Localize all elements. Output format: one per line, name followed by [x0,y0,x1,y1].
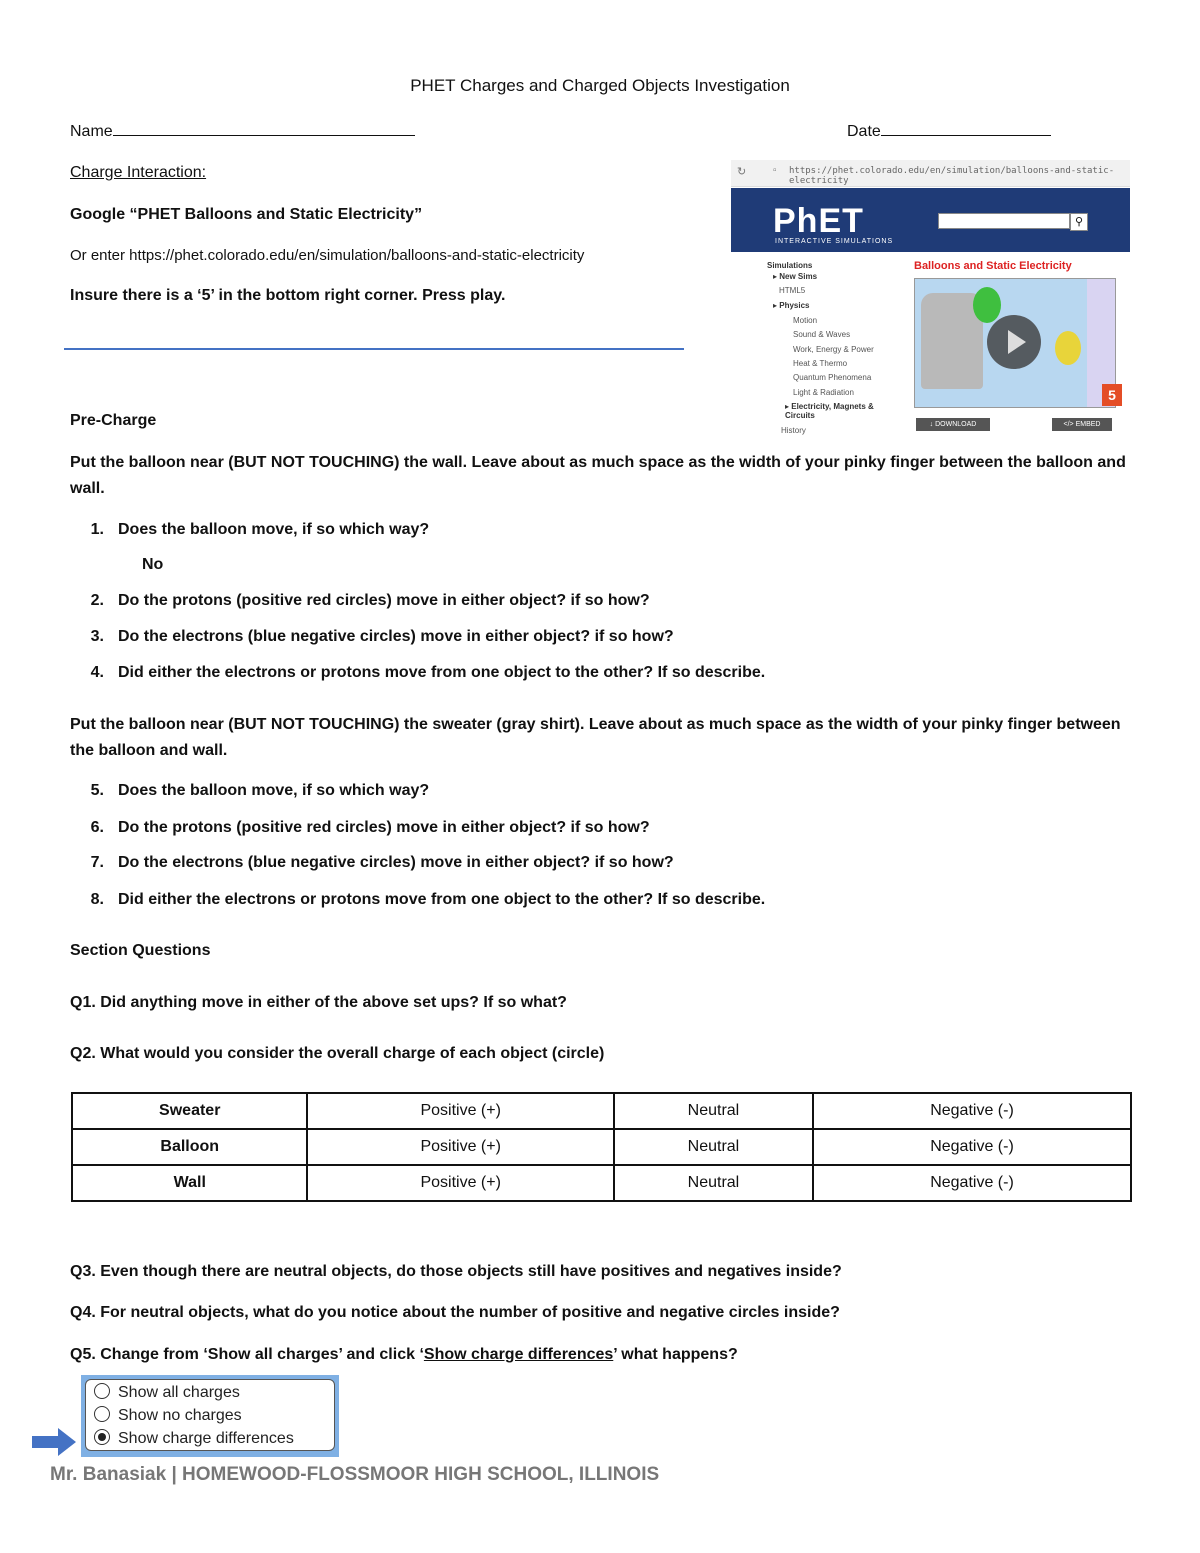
nav-item: Quantum Phenomena [793,373,872,382]
phet-banner [731,188,1130,252]
q5-underlined-option: Show charge differences [423,1346,614,1363]
sim-title: Balloons and Static Electricity [914,260,1072,272]
browser-url-bar [731,160,1130,187]
nav-item: History [781,426,806,435]
section-question-q4: Q4. For neutral objects, what do you notice about the number of positive and negative circles inside? [70,1304,840,1321]
yellow-balloon-graphic [1055,331,1081,365]
charge-interaction-heading: Charge Interaction: [70,164,207,181]
green-balloon-graphic [973,287,1001,323]
magnifier-icon: ⚲ [1070,213,1088,231]
arrow-right-icon [32,1428,76,1456]
section-question-q3: Q3. Even though there are neutral objects, do those objects still have positives and negatives inside? [70,1263,842,1280]
table-cell[interactable]: Positive (+) [307,1129,613,1165]
download-button: ↓ DOWNLOAD [916,418,990,431]
google-instruction: Google “PHET Balloons and Static Electricity” [70,206,423,223]
question-item: 1. Does the balloon move, if so which way? [90,521,430,538]
insure-instruction: Insure there is a ‘5’ in the bottom right corner. Press play. [70,287,506,304]
name-field [70,119,415,142]
section-question-q5 [70,1345,738,1365]
nav-item: ▸ Electricity, Magnets & Circuits [785,402,874,420]
table-cell: Balloon [72,1129,307,1165]
table-cell[interactable]: Neutral [614,1093,813,1129]
table-cell: Sweater [72,1093,307,1129]
sim-preview [914,278,1116,408]
radio-show-all-charges[interactable]: Show all charges [94,1383,240,1402]
precharge-instruction-wall: Put the balloon near (BUT NOT TOUCHING) the wall. Leave about as much space as the width of your pinky finger between the balloon and wall. [70,454,1126,497]
charge-table [71,1092,1132,1202]
browser-url: https://phet.colorado.edu/en/simulation/balloons-and-static-electricity [789,166,1115,186]
phet-logo-subtitle: INTERACTIVE SIMULATIONS [775,238,894,245]
question-item: 4. Did either the electrons or protons move from one object to the other? If so describe. [90,664,766,681]
refresh-icon: ↻ [737,166,747,178]
table-cell[interactable]: Positive (+) [307,1165,613,1201]
section-questions-heading: Section Questions [70,942,211,959]
nav-item: ▸ New Sims [773,272,818,281]
table-row [72,1165,1131,1201]
question-item: 8. Did either the electrons or protons move from one object to the other? If so describe. [90,891,766,908]
radio-button-icon[interactable] [94,1406,110,1422]
section-question-q1: Q1. Did anything move in either of the above set ups? If so what? [70,994,567,1011]
name-blank [113,119,415,136]
question-item: 3. Do the electrons (blue negative circles) move in either object? if so how? [90,628,674,645]
question-item: 6. Do the protons (positive red circles) move in either object? if so how? [90,819,650,836]
nav-item: Work, Energy & Power [793,345,874,354]
table-cell[interactable]: Negative (-) [813,1093,1131,1129]
section-question-q2: Q2. What would you consider the overall charge of each object (circle) [70,1045,605,1062]
nav-item: Motion [793,316,818,325]
table-cell[interactable]: Neutral [614,1165,813,1201]
phet-website-screenshot [731,160,1130,438]
nav-item: Heat & Thermo [793,359,848,368]
date-field [847,119,1051,142]
table-row [72,1129,1131,1165]
html5-badge: 5 [1102,384,1122,406]
radio-show-charge-differences[interactable]: Show charge differences [94,1429,294,1448]
phet-search-input [938,213,1070,229]
nav-item: ▸ Physics [773,301,810,310]
document-title: PHET Charges and Charged Objects Investigation [410,76,790,95]
table-cell[interactable]: Positive (+) [307,1093,613,1129]
q5-text-start: Q5. Change from ‘Show all charges’ and click ‘ [70,1346,424,1363]
date-label: Date [847,123,881,140]
radio-button-icon[interactable] [94,1383,110,1399]
date-blank [881,119,1051,136]
nav-item: Sound & Waves [793,330,851,339]
table-row [72,1093,1131,1129]
table-cell: Wall [72,1165,307,1201]
play-icon [987,315,1041,369]
nav-item: HTML5 [779,286,806,295]
name-label: Name [70,123,113,140]
q5-text-end: ’ what happens? [613,1346,738,1363]
radio-group [85,1379,335,1451]
precharge-heading: Pre-Charge [70,412,157,429]
nav-item: Simulations [767,261,813,270]
footer-credit: Mr. Banasiak | HOMEWOOD-FLOSSMOOR HIGH SCHOOL, ILLINOIS [50,1464,660,1485]
precharge-instruction-sweater: Put the balloon near (BUT NOT TOUCHING) the sweater (gray shirt). Leave about as much space as the width of your pinky finger between the balloon and wall. [70,716,1121,759]
answer-text: No [142,556,164,573]
page-icon: ▫ [773,165,777,176]
url-instruction: Or enter https://phet.colorado.edu/en/simulation/balloons-and-static-electricity [70,247,585,264]
divider-line [64,348,684,350]
table-cell[interactable]: Neutral [614,1129,813,1165]
nav-item: Light & Radiation [793,388,854,397]
phet-logo: PhET [773,202,864,240]
question-item: 2. Do the protons (positive red circles) move in either object? if so how? [90,592,650,609]
radio-show-no-charges[interactable]: Show no charges [94,1406,242,1425]
question-item: 7. Do the electrons (blue negative circles) move in either object? if so how? [90,854,674,871]
embed-button: </> EMBED [1052,418,1112,431]
radio-button-selected-icon[interactable] [94,1429,110,1445]
charge-display-options [81,1375,339,1457]
table-cell[interactable]: Negative (-) [813,1165,1131,1201]
question-item: 5. Does the balloon move, if so which way? [90,782,430,799]
table-cell[interactable]: Negative (-) [813,1129,1131,1165]
